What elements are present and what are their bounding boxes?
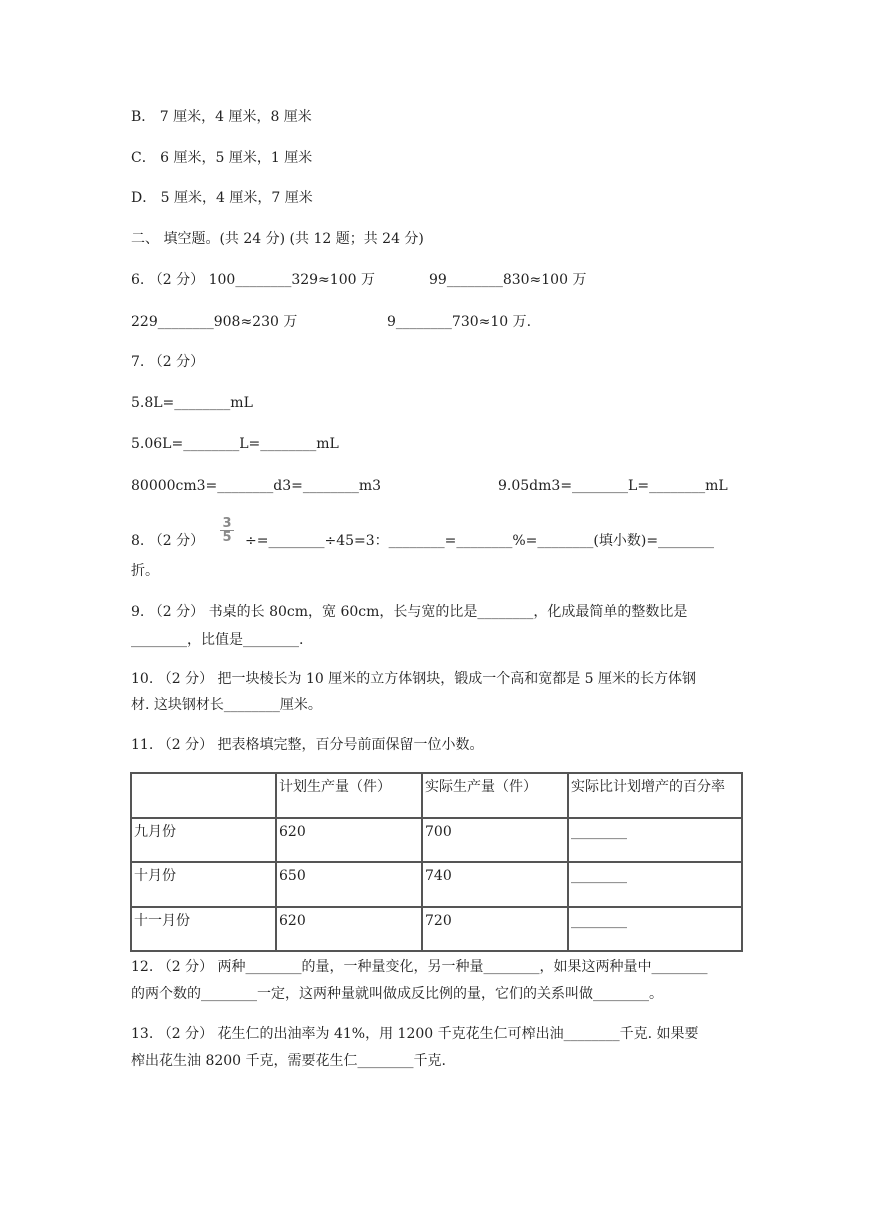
header-cell: 实际比计划增产的百分率 <box>568 773 742 818</box>
header-cell: 计划生产量（件） <box>276 773 422 818</box>
option-c: C． 6 厘米，5 厘米，1 厘米 <box>131 150 313 166</box>
table-cell: 620 <box>276 818 422 862</box>
fraction-denominator: 5 <box>222 530 232 545</box>
q13-line1: 13. （2 分） 花生仁的出油率为 41%，用 1200 千克花生仁可榨出油________千克. 如果要 <box>131 1026 699 1042</box>
q6-line1-left: 6. （2 分） 100________329≈100 万 <box>131 272 375 288</box>
table-header-row <box>131 773 742 818</box>
section-heading: 二、 填空题。(共 24 分) (共 12 题；共 24 分) <box>131 231 424 247</box>
q8-line2: 折。 <box>131 563 159 579</box>
q7-lead: 7. （2 分） <box>131 354 205 370</box>
option-b: B． 7 厘米，4 厘米，8 厘米 <box>131 109 312 125</box>
production-table <box>130 772 743 952</box>
q7-line2: 5.06L=________L=________mL <box>131 436 339 452</box>
q13-line2: 榨出花生油 8200 千克，需要花生仁________千克. <box>131 1053 446 1069</box>
answer-blank[interactable]: ________ <box>568 862 742 906</box>
table-row <box>131 907 742 951</box>
q11-lead: 11. （2 分） 把表格填完整，百分号前面保留一位小数。 <box>131 737 484 753</box>
table-row <box>131 862 742 906</box>
table-row <box>131 818 742 862</box>
q7-line3-right: 9.05dm3=________L=________mL <box>498 478 728 494</box>
fraction-image <box>220 517 234 544</box>
q10-line1: 10. （2 分） 把一块棱长为 10 厘米的立方体钢块，锻成一个高和宽都是 5 厘米的长方体钢 <box>131 671 697 687</box>
table-cell: 740 <box>422 862 568 906</box>
option-d: D． 5 厘米，4 厘米，7 厘米 <box>131 190 313 206</box>
header-cell: 实际生产量（件） <box>422 773 568 818</box>
table-cell: 720 <box>422 907 568 951</box>
q10-line2: 材. 这块钢材长________厘米。 <box>131 697 322 713</box>
fraction-numerator: 3 <box>222 516 232 531</box>
table-cell: 700 <box>422 818 568 862</box>
q9-line1: 9. （2 分） 书桌的长 80cm，宽 60cm，长与宽的比是________，化成最简单的整数比是 <box>131 604 688 620</box>
header-cell <box>131 773 276 818</box>
q6-line1-right: 99________830≈100 万 <box>429 272 587 288</box>
answer-blank[interactable]: ________ <box>568 907 742 951</box>
q8-expression: ÷=________÷45=3：________=________%=________(填小数)=________ <box>245 533 715 549</box>
table-cell: 十月份 <box>131 862 276 906</box>
q12-line1: 12. （2 分） 两种________的量，一种量变化，另一种量________，如果这两种量中________ <box>131 959 708 975</box>
table-cell: 650 <box>276 862 422 906</box>
q7-line3-left: 80000cm3=________d3=________m3 <box>131 478 382 494</box>
table-cell: 620 <box>276 907 422 951</box>
q9-line2: ________，比值是________. <box>131 632 304 648</box>
q6-line2-right: 9________730≈10 万. <box>387 314 532 330</box>
q12-line2: 的两个数的________一定，这两种量就叫做成反比例的量，它们的关系叫做________。 <box>131 986 663 1002</box>
q6-line2-left: 229________908≈230 万 <box>131 314 298 330</box>
table-cell: 九月份 <box>131 818 276 862</box>
q7-line1: 5.8L=________mL <box>131 395 253 411</box>
q8-lead: 8. （2 分） <box>131 533 205 549</box>
answer-blank[interactable]: ________ <box>568 818 742 862</box>
table-cell: 十一月份 <box>131 907 276 951</box>
